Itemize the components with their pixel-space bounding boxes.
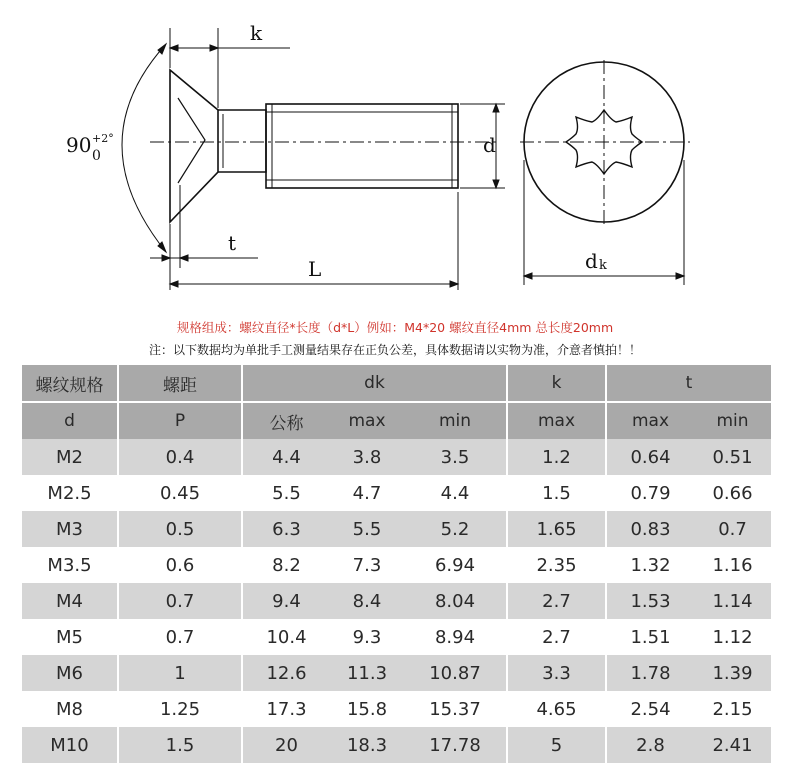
- angle-tolerance-zero: 0: [92, 148, 101, 164]
- subheader-cell: min: [404, 402, 507, 439]
- table-cell: 9.3: [330, 619, 404, 655]
- table-cell: 1.14: [694, 583, 771, 619]
- table-cell: M2.5: [22, 475, 118, 511]
- dim-label-dk: d: [585, 249, 598, 273]
- table-cell: 0.79: [606, 475, 694, 511]
- table-cell: 12.6: [242, 655, 330, 691]
- table-cell: 2.7: [507, 583, 606, 619]
- table-cell: 4.4: [242, 439, 330, 475]
- table-cell: 3.5: [404, 439, 507, 475]
- table-cell: 0.64: [606, 439, 694, 475]
- table-cell: M5: [22, 619, 118, 655]
- table-row: [22, 475, 771, 511]
- table-cell: 0.45: [118, 475, 242, 511]
- table-cell: 10.87: [404, 655, 507, 691]
- table-cell: 3.8: [330, 439, 404, 475]
- angle-label: 90: [66, 133, 92, 157]
- table-cell: 1.16: [694, 547, 771, 583]
- subheader-cell: max: [606, 402, 694, 439]
- table-cell: 1.25: [118, 691, 242, 727]
- table-cell: 1.78: [606, 655, 694, 691]
- subheader-cell: max: [507, 402, 606, 439]
- table-cell: 1.53: [606, 583, 694, 619]
- screw-thread-body: [266, 104, 458, 188]
- subheader-cell: 公称: [242, 402, 330, 439]
- screw-neck-outline: [218, 110, 266, 172]
- table-cell: 18.3: [330, 727, 404, 763]
- head-recess-outline: [178, 98, 205, 183]
- table-cell: 0.5: [118, 511, 242, 547]
- table-cell: M6: [22, 655, 118, 691]
- table-cell: 0.7: [118, 583, 242, 619]
- table-cell: M8: [22, 691, 118, 727]
- dim-label-d: d: [483, 133, 496, 157]
- table-cell: 1.5: [118, 727, 242, 763]
- table-cell: 0.66: [694, 475, 771, 511]
- dim-label-L: L: [308, 257, 322, 281]
- table-cell: 4.4: [404, 475, 507, 511]
- header-t: t: [606, 365, 771, 402]
- subheader-cell: max: [330, 402, 404, 439]
- table-cell: 5.2: [404, 511, 507, 547]
- table-cell: 17.78: [404, 727, 507, 763]
- table-cell: M10: [22, 727, 118, 763]
- table-row: [22, 547, 771, 583]
- table-cell: 3.3: [507, 655, 606, 691]
- dim-label-dk-subscript: k: [599, 258, 607, 273]
- table-cell: 2.15: [694, 691, 771, 727]
- screw-dimension-drawing: [0, 0, 790, 300]
- spec-format-caption: 规格组成：螺纹直径*长度（d*L）例如：M4*20 螺纹直径4mm 总长度20mm: [176, 320, 614, 335]
- table-row: [22, 439, 771, 475]
- table-cell: 1.12: [694, 619, 771, 655]
- table-cell: 2.41: [694, 727, 771, 763]
- table-cell: 0.7: [118, 619, 242, 655]
- table-row: [22, 691, 771, 727]
- table-cell: 1.65: [507, 511, 606, 547]
- table-row: [22, 655, 771, 691]
- table-cell: 9.4: [242, 583, 330, 619]
- table-cell: M4: [22, 583, 118, 619]
- header-k: k: [507, 365, 606, 402]
- table-cell: 20: [242, 727, 330, 763]
- table-row: [22, 727, 771, 763]
- header-spec: 螺纹规格: [22, 365, 118, 402]
- table-row: [22, 511, 771, 547]
- angle-arc: [122, 44, 166, 252]
- table-cell: 6.3: [242, 511, 330, 547]
- table-cell: 2.8: [606, 727, 694, 763]
- table-cell: 0.51: [694, 439, 771, 475]
- table-header-row: [22, 365, 771, 402]
- table-subheader-row: [22, 402, 771, 439]
- header-pitch: 螺距: [118, 365, 242, 402]
- table-cell: 1: [118, 655, 242, 691]
- table-cell: 1.5: [507, 475, 606, 511]
- table-cell: M3: [22, 511, 118, 547]
- table-cell: 11.3: [330, 655, 404, 691]
- table-row: [22, 583, 771, 619]
- table-cell: 17.3: [242, 691, 330, 727]
- table-cell: 8.4: [330, 583, 404, 619]
- table-cell: 0.83: [606, 511, 694, 547]
- table-cell: 2.54: [606, 691, 694, 727]
- subheader-cell: d: [22, 402, 118, 439]
- table-cell: 4.65: [507, 691, 606, 727]
- table-cell: 1.39: [694, 655, 771, 691]
- table-cell: M2: [22, 439, 118, 475]
- screw-spec-table: [22, 365, 771, 763]
- screw-head-outline: [170, 70, 218, 222]
- table-cell: 7.3: [330, 547, 404, 583]
- measurement-note: 注：以下数据均为单批手工测量结果存在正负公差，具体数据请以实物为准，介意者慎拍！！: [148, 343, 641, 357]
- table-cell: 6.94: [404, 547, 507, 583]
- table-cell: 15.37: [404, 691, 507, 727]
- table-cell: 8.94: [404, 619, 507, 655]
- table-cell: 0.6: [118, 547, 242, 583]
- table-cell: 5.5: [242, 475, 330, 511]
- table-cell: 15.8: [330, 691, 404, 727]
- table-row: [22, 619, 771, 655]
- table-cell: 8.2: [242, 547, 330, 583]
- subheader-cell: min: [694, 402, 771, 439]
- subheader-cell: P: [118, 402, 242, 439]
- dim-label-t: t: [228, 231, 237, 255]
- table-cell: 2.35: [507, 547, 606, 583]
- table-cell: 5.5: [330, 511, 404, 547]
- dim-label-k: k: [250, 21, 263, 45]
- table-cell: 5: [507, 727, 606, 763]
- angle-tolerance-plus: +2°: [92, 132, 114, 145]
- table-cell: 10.4: [242, 619, 330, 655]
- table-cell: 8.04: [404, 583, 507, 619]
- table-cell: 1.2: [507, 439, 606, 475]
- table-cell: 2.7: [507, 619, 606, 655]
- header-dk: dk: [242, 365, 507, 402]
- table-cell: M3.5: [22, 547, 118, 583]
- table-cell: 1.51: [606, 619, 694, 655]
- table-cell: 1.32: [606, 547, 694, 583]
- table-cell: 4.7: [330, 475, 404, 511]
- table-cell: 0.4: [118, 439, 242, 475]
- table-cell: 0.7: [694, 511, 771, 547]
